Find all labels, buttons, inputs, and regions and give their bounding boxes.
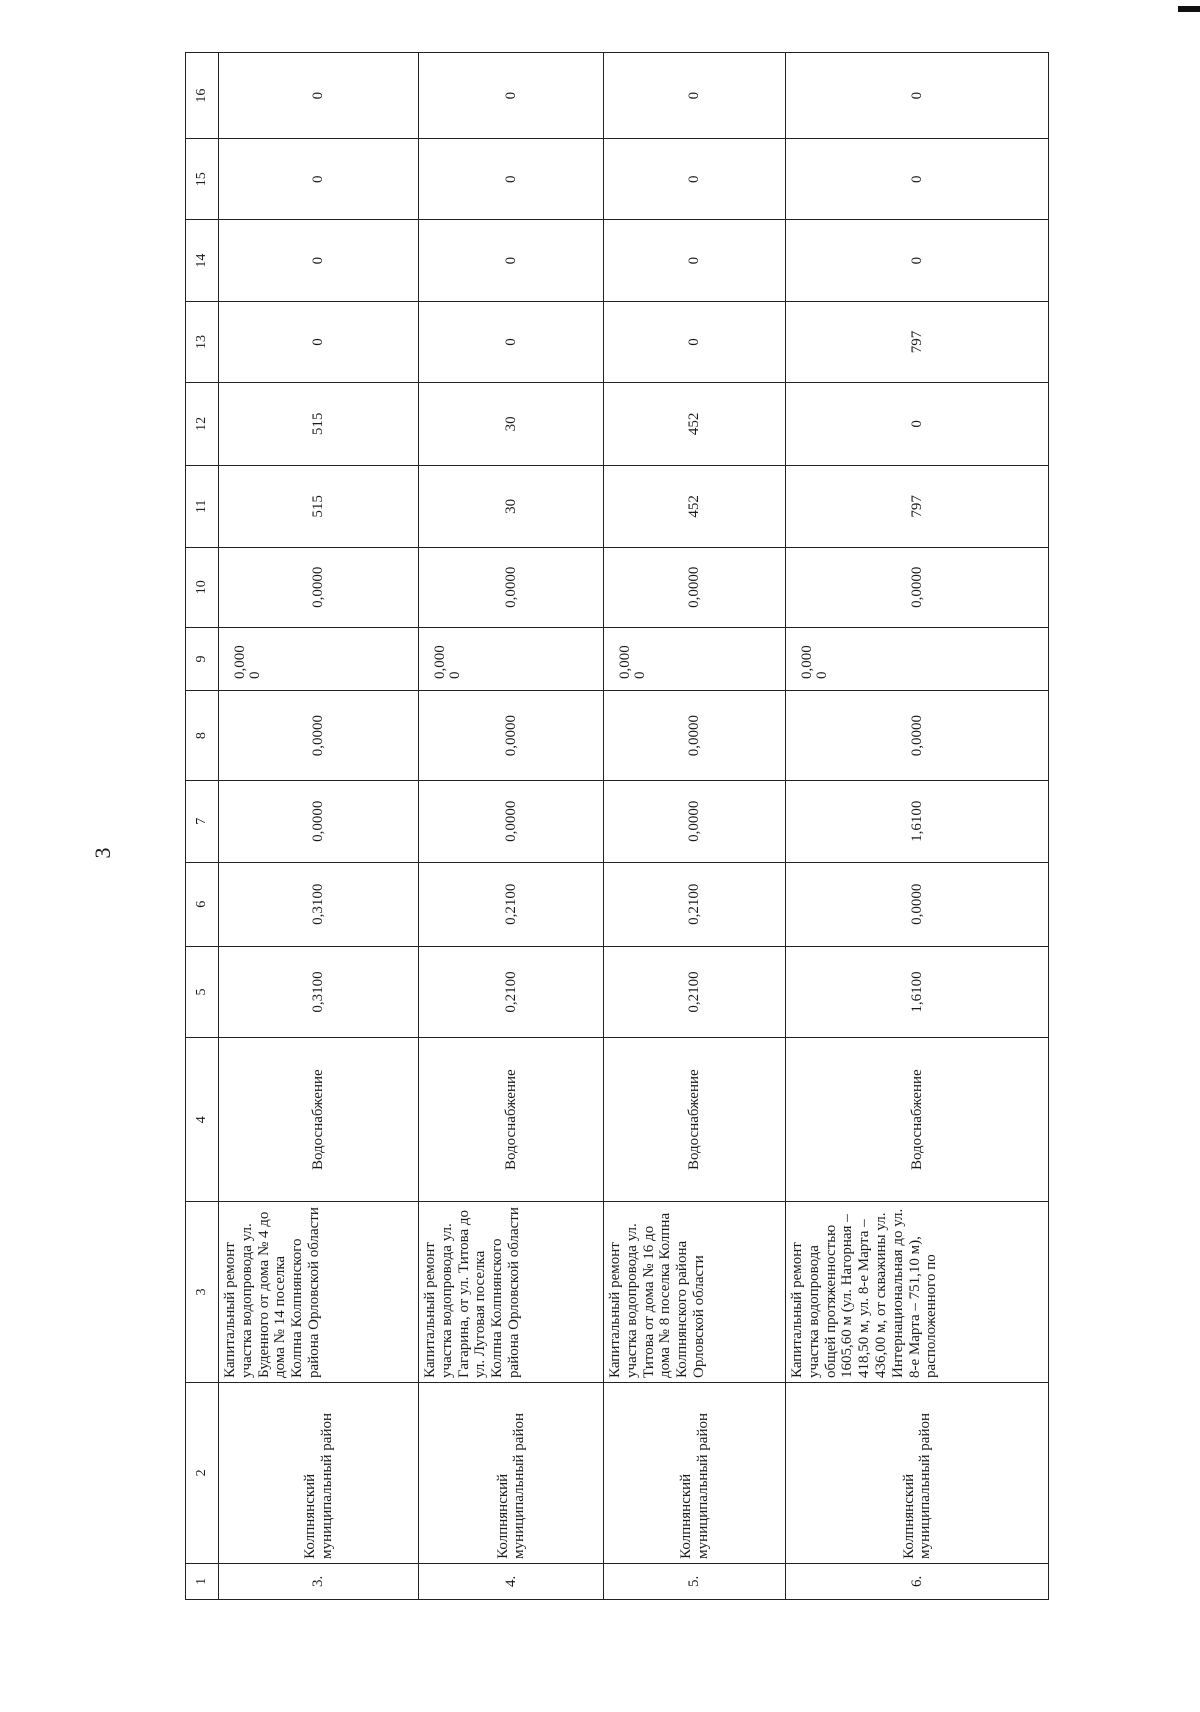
cell-value: 0 bbox=[219, 220, 419, 302]
header-cell: 1 bbox=[186, 1563, 219, 1599]
municipality: Колпнянский муниципальный район bbox=[786, 1382, 1049, 1563]
cell-value: 0,0000 bbox=[786, 691, 1049, 780]
cell-value-text: 0,0000 bbox=[617, 645, 648, 680]
cell-value: 0,0000 bbox=[786, 862, 1049, 946]
category: Водоснабжение bbox=[786, 1038, 1049, 1202]
cell-value: 0 bbox=[786, 139, 1049, 220]
header-cell: 3 bbox=[186, 1202, 219, 1383]
cell-value: 0 bbox=[219, 53, 419, 139]
row-number: 5. bbox=[604, 1563, 786, 1599]
cell-value: 515 bbox=[219, 465, 419, 547]
cell-value: 0 bbox=[219, 139, 419, 220]
cell-value: 1,6100 bbox=[786, 780, 1049, 862]
cell-value: 0,3100 bbox=[219, 946, 419, 1038]
cell-value: 0 bbox=[786, 220, 1049, 302]
cell-value: 0,0000 bbox=[219, 780, 419, 862]
cell-value: 0 bbox=[419, 139, 604, 220]
municipality: Колпнянский муниципальный район bbox=[604, 1382, 786, 1563]
cell-value: 0,0000 bbox=[419, 547, 604, 627]
table-row bbox=[419, 53, 604, 1600]
header-cell: 4 bbox=[186, 1038, 219, 1202]
header-cell: 12 bbox=[186, 382, 219, 465]
project-description: Капитальный ремонт участка водопровода общей протяженностью 1605,60 м (ул. Нагорная – 418,50 м, ул. 8-е Марта – 436,00 м, от скважины ул. Интернациональная до ул. 8-е Марта – 751,10 м), расположенного по bbox=[786, 1202, 1049, 1383]
page-number: 3 bbox=[90, 847, 115, 859]
cell-value bbox=[219, 627, 419, 691]
cell-value: 0,2100 bbox=[604, 946, 786, 1038]
table-row bbox=[219, 53, 419, 1600]
cell-value: 0,0000 bbox=[604, 547, 786, 627]
cell-value: 0,0000 bbox=[219, 691, 419, 780]
cell-value bbox=[419, 627, 604, 691]
category: Водоснабжение bbox=[604, 1038, 786, 1202]
cell-value: 0,2100 bbox=[604, 862, 786, 946]
cell-value: 0 bbox=[786, 382, 1049, 465]
corner-mark bbox=[1178, 6, 1200, 12]
cell-value: 0 bbox=[219, 302, 419, 383]
cell-value: 0,0000 bbox=[604, 691, 786, 780]
cell-value: 0,0000 bbox=[604, 780, 786, 862]
municipality: Колпнянский муниципальный район bbox=[419, 1382, 604, 1563]
header-cell: 10 bbox=[186, 547, 219, 627]
category: Водоснабжение bbox=[419, 1038, 604, 1202]
cell-value: 0,0000 bbox=[786, 547, 1049, 627]
cell-value: 30 bbox=[419, 465, 604, 547]
table-row bbox=[786, 53, 1049, 1600]
cell-value: 1,6100 bbox=[786, 946, 1049, 1038]
cell-value: 0,2100 bbox=[419, 946, 604, 1038]
cell-value-text: 0,0000 bbox=[432, 645, 463, 680]
cell-value: 0 bbox=[419, 53, 604, 139]
cell-value: 0 bbox=[604, 139, 786, 220]
cell-value: 0 bbox=[419, 302, 604, 383]
project-description: Капитальный ремонт участка водопровода ул. Буденного от дома № 4 до дома № 14 поселка Колпна Колпнянского района Орловской области bbox=[219, 1202, 419, 1383]
municipality: Колпнянский муниципальный район bbox=[219, 1382, 419, 1563]
header-row bbox=[186, 53, 219, 1600]
cell-value: 0 bbox=[604, 220, 786, 302]
header-cell: 11 bbox=[186, 465, 219, 547]
header-cell: 15 bbox=[186, 139, 219, 220]
cell-value: 0,0000 bbox=[419, 780, 604, 862]
cell-value: 30 bbox=[419, 382, 604, 465]
cell-value: 797 bbox=[786, 302, 1049, 383]
header-cell: 13 bbox=[186, 302, 219, 383]
row-number: 3. bbox=[219, 1563, 419, 1599]
row-number: 6. bbox=[786, 1563, 1049, 1599]
cell-value bbox=[604, 627, 786, 691]
cell-value: 0,0000 bbox=[219, 547, 419, 627]
header-cell: 16 bbox=[186, 53, 219, 139]
category: Водоснабжение bbox=[219, 1038, 419, 1202]
rotated-table bbox=[185, 52, 1045, 1600]
data-table bbox=[185, 52, 1049, 1600]
table-row bbox=[604, 53, 786, 1600]
cell-value: 0,3100 bbox=[219, 862, 419, 946]
cell-value: 0 bbox=[419, 220, 604, 302]
table-wrap bbox=[185, 52, 1045, 1600]
project-description: Капитальный ремонт участка водопровода ул. Титова от дома № 16 до дома № 8 поселка Колпна Колпнянского района Орловской области bbox=[604, 1202, 786, 1383]
cell-value bbox=[786, 627, 1049, 691]
cell-value: 0,0000 bbox=[419, 691, 604, 780]
header-cell: 7 bbox=[186, 780, 219, 862]
cell-value: 0 bbox=[604, 302, 786, 383]
cell-value-text: 0,0000 bbox=[799, 645, 830, 680]
row-number: 4. bbox=[419, 1563, 604, 1599]
cell-value: 452 bbox=[604, 465, 786, 547]
cell-value: 0,2100 bbox=[419, 862, 604, 946]
cell-value: 515 bbox=[219, 382, 419, 465]
cell-value: 797 bbox=[786, 465, 1049, 547]
cell-value-text: 0,0000 bbox=[232, 645, 263, 680]
cell-value: 0 bbox=[604, 53, 786, 139]
header-cell: 9 bbox=[186, 627, 219, 691]
cell-value: 0 bbox=[786, 53, 1049, 139]
header-cell: 6 bbox=[186, 862, 219, 946]
header-cell: 2 bbox=[186, 1382, 219, 1563]
cell-value: 452 bbox=[604, 382, 786, 465]
header-cell: 8 bbox=[186, 691, 219, 780]
project-description: Капитальный ремонт участка водопровода ул. Гагарина, от ул. Титова до ул. Луговая поселка Колпна Колпнянского района Орловской области bbox=[419, 1202, 604, 1383]
header-cell: 14 bbox=[186, 220, 219, 302]
header-cell: 5 bbox=[186, 946, 219, 1038]
